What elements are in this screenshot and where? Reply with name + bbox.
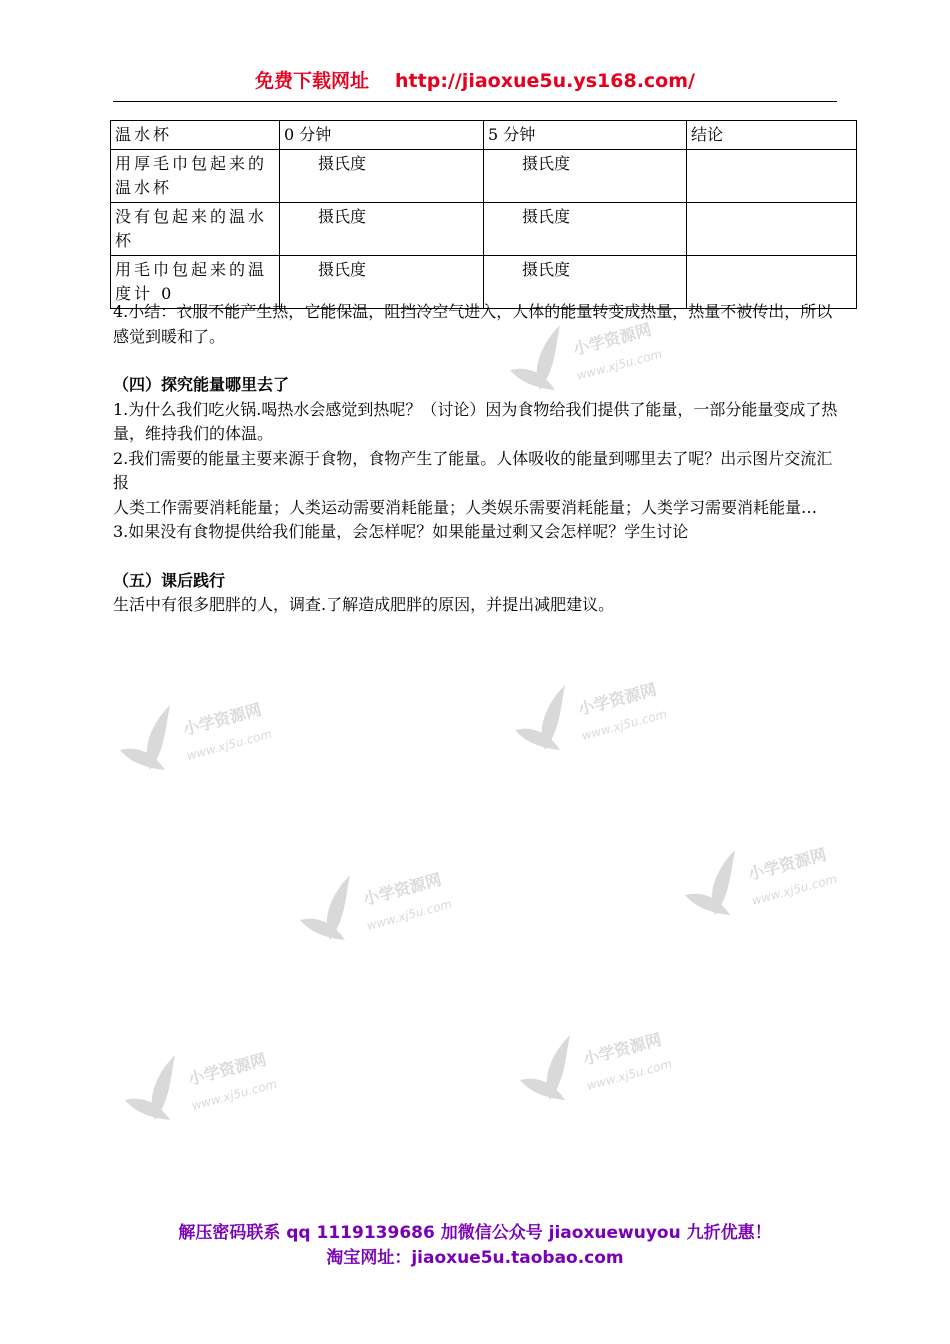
temperature-table <box>110 120 857 309</box>
watermark-url: www.xj5u.com <box>750 871 839 908</box>
table-header-cell: 5 分钟 <box>484 121 687 150</box>
document-body <box>113 300 841 618</box>
summary-paragraph: 4.小结：衣服不能产生热，它能保温，阻挡冷空气进入，人体的能量转变成热量，热量不被传出，所以感觉到暖和了。 <box>113 302 833 346</box>
watermark-text: 小学资源网 <box>361 869 444 909</box>
section-heading: （四）探究能量哪里去了 <box>113 375 290 394</box>
watermark-url: www.xj5u.com <box>580 706 669 743</box>
watermark-logo <box>290 860 490 950</box>
table-header-row <box>111 121 857 150</box>
watermark-url: www.xj5u.com <box>185 726 274 763</box>
watermark-logo <box>510 1020 710 1110</box>
table-cell: 摄氏度 <box>280 256 484 309</box>
table-cell: 摄氏度 <box>484 256 687 309</box>
table-cell: 摄氏度 <box>280 203 484 256</box>
table-header-cell: 结论 <box>687 121 857 150</box>
paragraph: 生活中有很多肥胖的人，调查.了解造成肥胖的原因，并提出减肥建议。 <box>113 595 615 614</box>
table-header-cell: 温水杯 <box>111 121 280 150</box>
watermark-logo <box>500 310 700 400</box>
watermark-url: www.xj5u.com <box>190 1076 279 1113</box>
watermark-logo <box>115 1040 315 1130</box>
table-cell: 摄氏度 <box>484 203 687 256</box>
section-heading: （五）课后践行 <box>113 570 226 590</box>
table-cell: 用毛巾包起来的温度计 0 <box>111 256 280 309</box>
watermark-url: www.xj5u.com <box>585 1056 674 1093</box>
table-cell: 摄氏度 <box>484 150 687 203</box>
paragraph: 2.我们需要的能量主要来源于食物，食物产生了能量。人体吸收的能量到哪里去了呢？出示图片交流汇报 <box>113 448 833 492</box>
watermark-text: 小学资源网 <box>576 679 659 719</box>
watermark-text: 小学资源网 <box>186 1049 269 1089</box>
header-url[interactable]: http://jiaoxue5u.ys168.com/ <box>395 70 695 92</box>
watermark-url: www.xj5u.com <box>575 346 664 383</box>
footer-shop-url[interactable]: 淘宝网址：jiaoxue5u.taobao.com <box>326 1248 624 1268</box>
watermark-logo <box>505 670 705 760</box>
footer-contact: 解压密码联系 qq 1119139686 加微信公众号 jiaoxuewuyou 九折优惠！ <box>178 1223 772 1243</box>
header-title: 免费下载网址 <box>255 70 370 92</box>
table-row <box>111 203 857 256</box>
paragraph: 1.为什么我们吃火锅.喝热水会感觉到热呢？（讨论）因为食物给我们提供了能量，一部分能量变成了热量，维持我们的体温。 <box>113 399 838 443</box>
watermark-logo <box>675 835 875 925</box>
paragraph: 3.如果没有食物提供给我们能量，会怎样呢？如果能量过剩又会怎样呢？学生讨论 <box>113 522 689 541</box>
watermark-url: www.xj5u.com <box>365 896 454 933</box>
watermark-logo <box>110 690 310 780</box>
table-header-cell: 0 分钟 <box>280 121 484 150</box>
watermark-text: 小学资源网 <box>581 1029 664 1069</box>
paragraph: 人类工作需要消耗能量；人类运动需要消耗能量；人类娱乐需要消耗能量；人类学习需要消耗能量… <box>113 497 818 517</box>
table-row <box>111 150 857 203</box>
watermark-text: 小学资源网 <box>746 844 829 884</box>
table-cell: 摄氏度 <box>280 150 484 203</box>
watermark-text: 小学资源网 <box>571 319 654 359</box>
table-cell: 用厚毛巾包起来的温水杯 <box>111 150 280 203</box>
table-cell <box>687 150 857 203</box>
table-cell: 没有包起来的温水杯 <box>111 203 280 256</box>
watermark-text: 小学资源网 <box>181 699 264 739</box>
page-header <box>113 66 837 102</box>
table-cell <box>687 203 857 256</box>
